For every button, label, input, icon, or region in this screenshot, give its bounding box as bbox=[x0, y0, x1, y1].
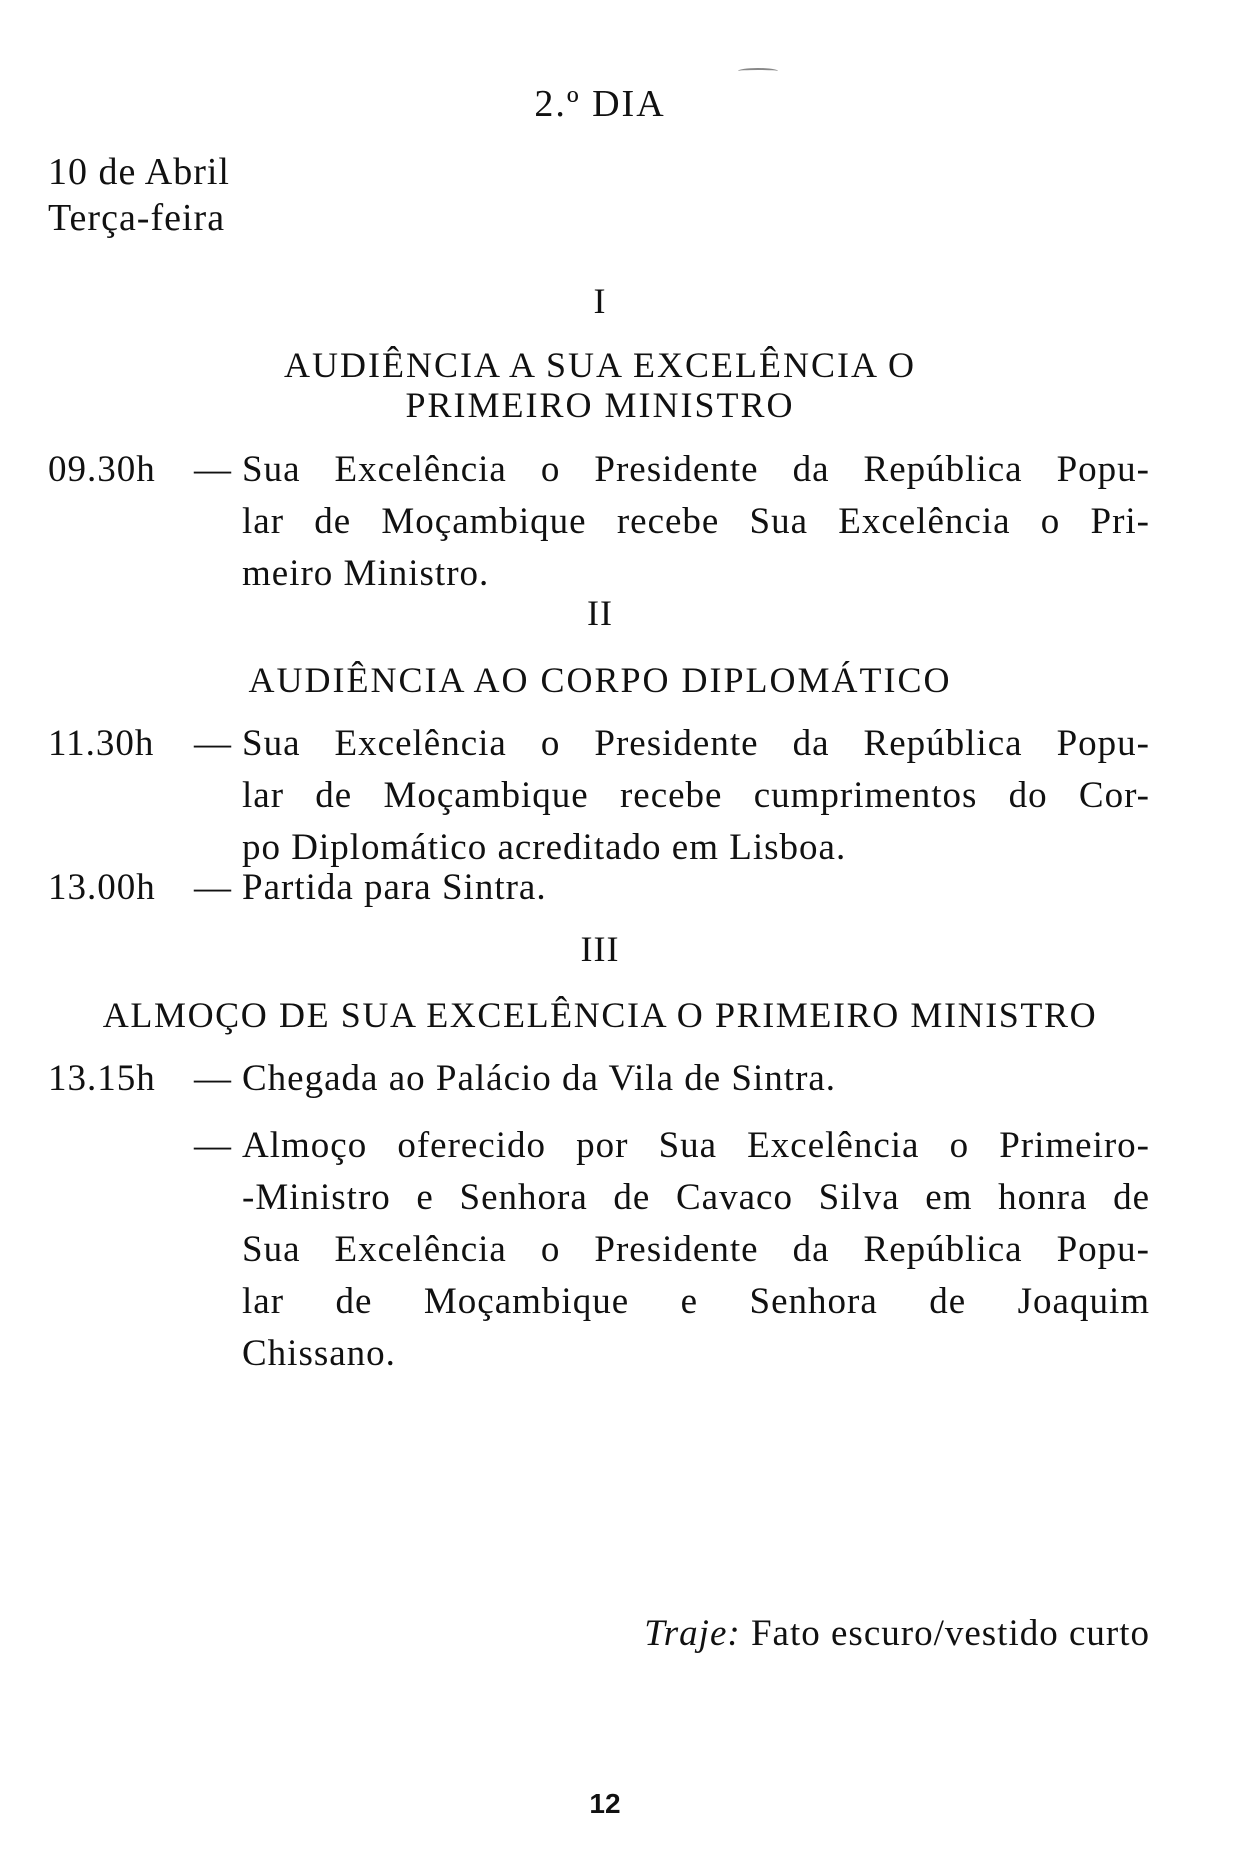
entry-text-1300 bbox=[242, 862, 1150, 914]
entry-line: Chegada ao Palácio da Vila de Sintra. bbox=[242, 1058, 837, 1099]
date-day: 10 de Abril bbox=[48, 151, 230, 193]
entry-line: lar de Moçambique recebe Sua Excelência o Pri- bbox=[242, 501, 1150, 542]
entry-line: -Ministro e Senhora de Cavaco Silva em honra de bbox=[242, 1177, 1150, 1218]
day-heading: 2.º DIA bbox=[534, 83, 666, 125]
entry-dash: — bbox=[194, 1125, 231, 1166]
entry-dash: — bbox=[194, 723, 231, 764]
entry-text-0930 bbox=[242, 444, 1150, 600]
entry-line: po Diplomático acreditado em Lisboa. bbox=[242, 827, 847, 868]
entry-line: Sua Excelência o Presidente da República Popu- bbox=[242, 449, 1150, 490]
entry-time-1300: 13.00h bbox=[48, 867, 156, 908]
section-title-1-line-2: PRIMEIRO MINISTRO bbox=[405, 385, 795, 425]
entry-time-1130: 11.30h bbox=[48, 723, 155, 764]
section-numeral-3: III bbox=[580, 929, 620, 969]
section-numeral-2: II bbox=[587, 593, 613, 633]
entry-line: Sua Excelência o Presidente da República Popu- bbox=[242, 1229, 1150, 1270]
attire-label: Traje: bbox=[644, 1613, 741, 1654]
entry-line: lar de Moçambique e Senhora de Joaquim bbox=[242, 1281, 1150, 1322]
section-title-1-line-1: AUDIÊNCIA A SUA EXCELÊNCIA O bbox=[283, 345, 917, 385]
entry-line: Partida para Sintra. bbox=[242, 867, 547, 908]
attire-note bbox=[644, 1612, 1150, 1655]
date-weekday: Terça-feira bbox=[48, 197, 226, 239]
entry-dash: — bbox=[194, 1058, 231, 1099]
entry-dash: — bbox=[194, 867, 231, 908]
entry-line: lar de Moçambique recebe cumprimentos do Cor- bbox=[242, 775, 1150, 816]
entry-line: Chissano. bbox=[242, 1333, 396, 1374]
section-title-3: ALMOÇO DE SUA EXCELÊNCIA O PRIMEIRO MINISTRO bbox=[102, 995, 1098, 1035]
page-number: 12 bbox=[589, 1788, 621, 1819]
entry-time-1315: 13.15h bbox=[48, 1058, 156, 1099]
entry-time-0930: 09.30h bbox=[48, 449, 156, 490]
entry-line: Sua Excelência o Presidente da República Popu- bbox=[242, 723, 1150, 764]
section-title-2: AUDIÊNCIA AO CORPO DIPLOMÁTICO bbox=[248, 660, 952, 700]
entry-line: Almoço oferecido por Sua Excelência o Primeiro- bbox=[242, 1125, 1150, 1166]
section-numeral-1: I bbox=[593, 281, 607, 321]
entry-text-1130 bbox=[242, 718, 1150, 874]
attire-value: Fato escuro/vestido curto bbox=[750, 1613, 1150, 1654]
print-mark bbox=[738, 68, 778, 74]
entry-text-1315 bbox=[242, 1053, 1150, 1105]
entry-dash: — bbox=[194, 449, 231, 490]
entry-line: meiro Ministro. bbox=[242, 553, 490, 594]
entry-text-lunch bbox=[242, 1120, 1150, 1380]
